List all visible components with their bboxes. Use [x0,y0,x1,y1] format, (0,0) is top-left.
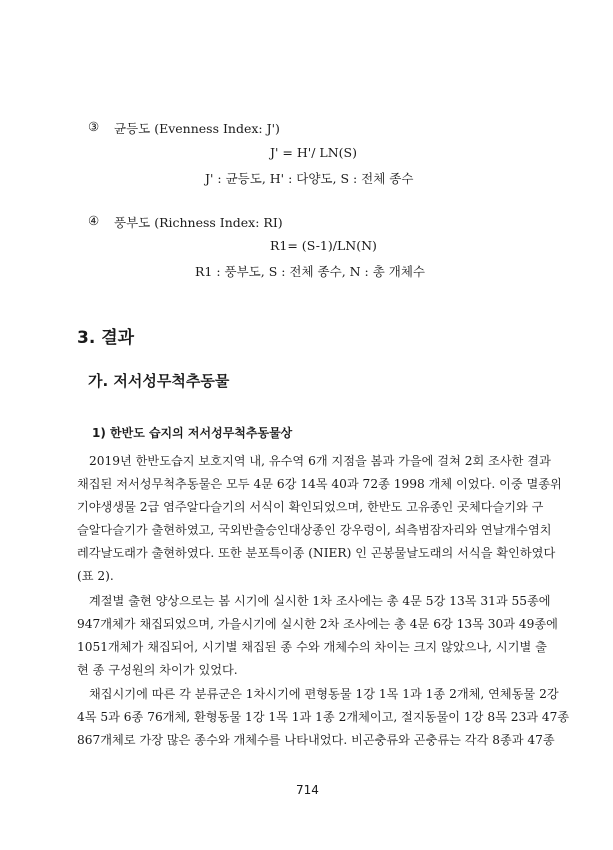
evenness-marker: ③ [88,119,100,134]
paragraph1-line: 슬알다슬기가 출현하였고, 국외반출승인대상종인 강우렁이, 쇠측범잠자리와 연날개수염치 [77,523,552,537]
paragraph1-line: 채집된 저서성무척추동물은 모두 4문 6강 14목 40과 72종 1998 개체 이었다. 이중 멸종위 [77,477,562,491]
richness-legend: R1 : 풍부도, S : 전체 종수, N : 총 개체수 [195,264,426,279]
paragraph2-line: 현 종 구성원의 차이가 있었다. [77,663,238,677]
paragraph1-line: 2019년 한반도습지 보호지역 내, 유수역 6개 지점을 봄과 가을에 걸쳐 2회 조사한 결과 [89,454,551,468]
paragraph2-line: 947개체가 채집되었으며, 가을시기에 실시한 2차 조사에는 총 4문 6강 13목 30과 49종에 [77,617,558,631]
richness-marker: ④ [88,213,100,228]
section-heading: 3. 결과 [77,328,135,348]
evenness-legend: J' : 균등도, H' : 다양도, S : 전체 종수 [205,171,414,186]
paragraph1-line: 레각날도래가 출현하였다. 또한 분포특이종 (NIER) 인 곤봉물날도래의 서식을 확인하였다 [77,546,556,560]
paragraph2-line: 1051개체가 채집되어, 시기별 채집된 종 수와 개체수의 차이는 크지 않았으나, 시기별 출 [77,640,547,654]
evenness-formula: J' = H'/ LN(S) [270,145,357,160]
paragraph1-line: (표 2). [77,569,114,583]
richness-title: 풍부도 (Richness Index: RI) [114,215,283,230]
evenness-title: 균등도 (Evenness Index: J') [114,121,280,136]
paragraph2-line: 계절별 출현 양상으로는 봄 시기에 실시한 1차 조사에는 총 4문 5강 13목 31과 55종에 [89,594,551,608]
paragraph3-line: 채집시기에 따른 각 분류군은 1차시기에 편형동물 1강 1목 1과 1종 2개체, 연체동물 2강 [89,687,559,701]
paragraph1-line: 기야생생물 2급 염주알다슬기의 서식이 확인되었으며, 한반도 고유종인 곳체다슬기와 구 [77,500,544,514]
subsubsection-heading: 1) 한반도 습지의 저서성무척추동물상 [92,426,293,440]
richness-formula: R1= (S-1)/LN(N) [270,238,377,253]
page-number: 714 [296,783,319,797]
paragraph3-line: 4목 5과 6종 76개체, 환형동물 1강 1목 1과 1종 2개체이고, 절지동물이 1강 8목 23과 47종 [77,710,570,724]
paragraph3-line: 867개체로 가장 많은 종수와 개체수를 나타내었다. 비곤충류와 곤충류는 각각 8종과 47종 [77,733,555,747]
subsection-heading: 가. 저서성무척추동물 [88,372,230,390]
